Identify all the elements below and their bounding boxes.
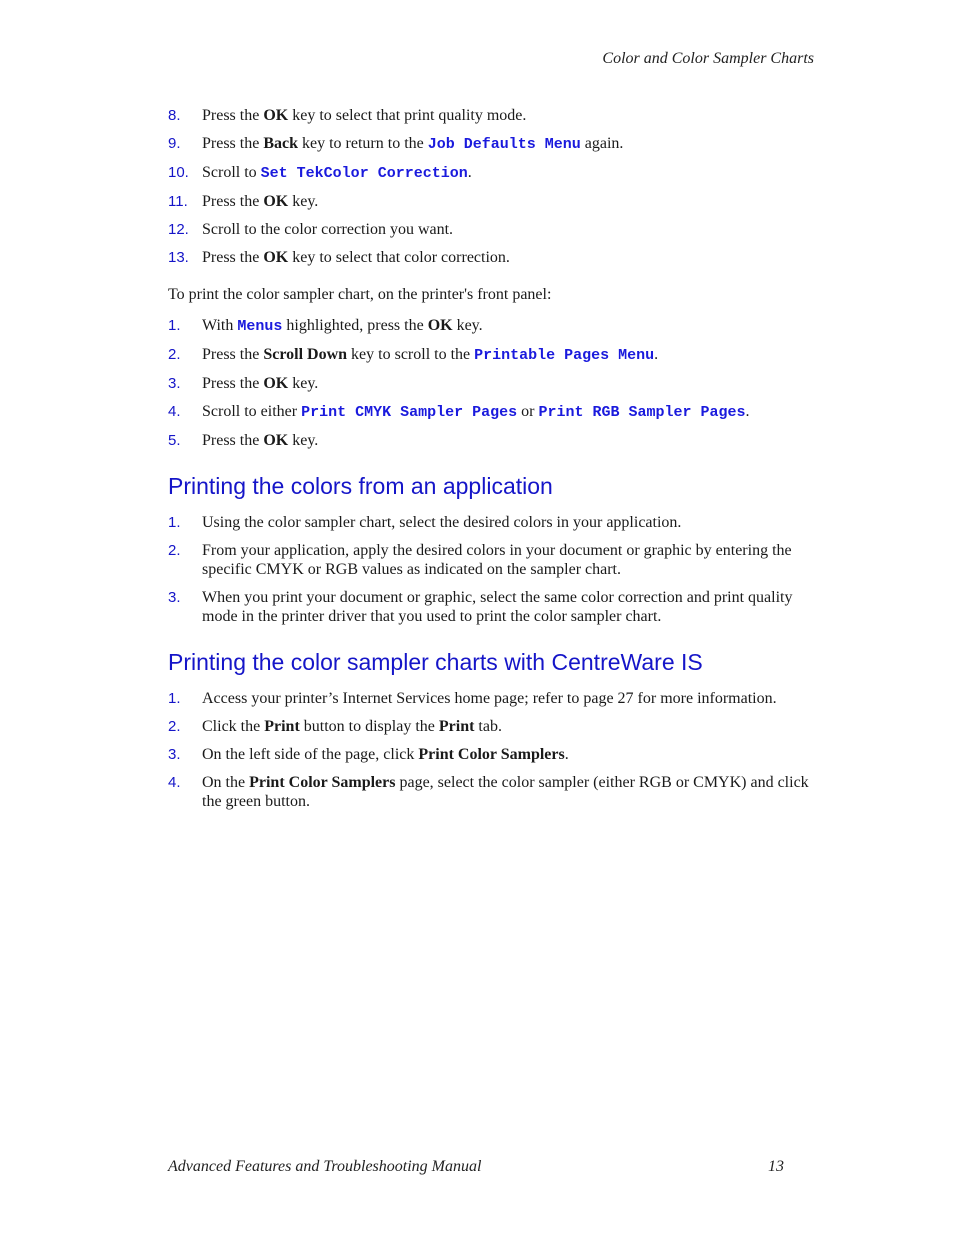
text-fragment: Scroll to xyxy=(202,164,261,181)
step-text xyxy=(202,588,816,626)
list-item xyxy=(168,316,816,336)
step-number: 8. xyxy=(168,107,181,124)
step-text xyxy=(202,192,816,211)
step-number: 2. xyxy=(168,346,181,363)
text-fragment: key to return to the xyxy=(298,135,428,152)
step-text xyxy=(202,163,816,183)
step-text xyxy=(202,345,816,365)
text-fragment: key. xyxy=(452,317,483,334)
list-item xyxy=(168,106,816,125)
text-fragment: key. xyxy=(288,375,319,392)
list-item xyxy=(168,192,816,211)
step-text xyxy=(202,248,816,267)
text-fragment: again. xyxy=(580,135,624,152)
step-text xyxy=(202,316,816,336)
text-fragment: . xyxy=(467,164,472,181)
list-item xyxy=(168,745,816,764)
text-fragment: . xyxy=(654,346,659,363)
step-number: 9. xyxy=(168,135,181,152)
bold-term: Print xyxy=(264,718,300,735)
text-fragment: key to select that color correction. xyxy=(288,249,510,266)
step-text xyxy=(202,513,816,532)
list-item xyxy=(168,220,816,239)
text-fragment: From your application, apply the desired colors in your document or graphic by entering the specific CMYK or RGB values as indicated on the sampler chart. xyxy=(202,542,792,578)
step-text xyxy=(202,745,816,764)
menu-name: Set TekColor Correction xyxy=(260,165,468,182)
step-text xyxy=(202,134,816,154)
step-text xyxy=(202,402,816,422)
bold-term: Scroll Down xyxy=(263,346,348,363)
text-fragment: Scroll to the color correction you want. xyxy=(202,221,454,238)
list-item xyxy=(168,134,816,154)
step-number: 1. xyxy=(168,317,181,334)
step-number: 11. xyxy=(168,193,188,210)
step-number: 3. xyxy=(168,746,181,763)
step-text xyxy=(202,773,816,811)
text-fragment: key to select that print quality mode. xyxy=(288,107,527,124)
steps-list-application xyxy=(168,513,816,626)
text-fragment: Access your printer’s Internet Services home page; refer to page 27 for more information. xyxy=(202,690,777,707)
steps-list-quality xyxy=(168,106,816,267)
text-fragment: Click the xyxy=(202,718,265,735)
step-text xyxy=(202,689,816,708)
list-item xyxy=(168,163,816,183)
text-fragment: On the left side of the page, click xyxy=(202,746,419,763)
list-item xyxy=(168,374,816,393)
bold-term: Print Color Samplers xyxy=(418,746,565,763)
steps-list-centreware xyxy=(168,689,816,811)
page-number: 13 xyxy=(768,1158,784,1175)
step-number: 10. xyxy=(168,164,189,181)
step-text xyxy=(202,541,816,579)
step-text xyxy=(202,220,816,239)
running-header: Color and Color Sampler Charts xyxy=(602,50,814,67)
bold-term: OK xyxy=(263,375,289,392)
step-text xyxy=(202,717,816,736)
section-heading-application: Printing the colors from an application xyxy=(168,473,553,499)
text-fragment: . xyxy=(564,746,569,763)
list-item xyxy=(168,248,816,267)
list-item xyxy=(168,402,816,422)
list-item xyxy=(168,588,816,626)
bold-term: Print Color Samplers xyxy=(249,774,396,791)
menu-name: Print CMYK Sampler Pages xyxy=(301,404,518,421)
text-fragment: key. xyxy=(288,193,319,210)
step-number: 1. xyxy=(168,514,181,531)
step-text xyxy=(202,431,816,450)
page-content xyxy=(168,106,816,820)
text-fragment: highlighted, press the xyxy=(282,317,428,334)
list-item xyxy=(168,717,816,736)
bold-term: OK xyxy=(263,432,289,449)
text-fragment: Press the xyxy=(202,249,264,266)
text-fragment: Press the xyxy=(202,346,264,363)
text-fragment: Press the xyxy=(202,432,264,449)
text-fragment: or xyxy=(517,403,539,420)
list-item xyxy=(168,345,816,365)
text-fragment: With xyxy=(202,317,238,334)
list-item xyxy=(168,513,816,532)
menu-name: Job Defaults Menu xyxy=(427,136,581,153)
text-fragment: Press the xyxy=(202,135,264,152)
list-item xyxy=(168,541,816,579)
step-number: 1. xyxy=(168,690,181,707)
steps-list-front-panel xyxy=(168,316,816,450)
list-item xyxy=(168,431,816,450)
step-number: 3. xyxy=(168,375,181,392)
text-fragment: key to scroll to the xyxy=(347,346,475,363)
menu-name: Menus xyxy=(237,318,283,335)
text-fragment: button to display the xyxy=(299,718,439,735)
step-number: 4. xyxy=(168,403,181,420)
text-fragment: key. xyxy=(288,432,319,449)
text-fragment: page, select the color sampler (either RGB or CMYK) and click the green button. xyxy=(202,774,809,810)
menu-name: Print RGB Sampler Pages xyxy=(538,404,746,421)
text-fragment: Scroll to either xyxy=(202,403,302,420)
step-number: 12. xyxy=(168,221,189,238)
text-fragment: Press the xyxy=(202,193,264,210)
step-number: 4. xyxy=(168,774,181,791)
step-number: 2. xyxy=(168,542,181,559)
footer-manual-title: Advanced Features and Troubleshooting Manual xyxy=(168,1158,482,1175)
step-number: 3. xyxy=(168,589,181,606)
text-fragment: . xyxy=(745,403,750,420)
bold-term: Back xyxy=(263,135,298,152)
text-fragment: On the xyxy=(202,774,250,791)
step-number: 2. xyxy=(168,718,181,735)
text-fragment: Using the color sampler chart, select the desired colors in your application. xyxy=(202,514,682,531)
front-panel-intro: To print the color sampler chart, on the printer's front panel: xyxy=(168,286,552,303)
bold-term: OK xyxy=(263,107,289,124)
text-fragment: Press the xyxy=(202,107,264,124)
bold-term: Print xyxy=(438,718,475,735)
bold-term: OK xyxy=(263,249,289,266)
step-number: 13. xyxy=(168,249,189,266)
bold-term: OK xyxy=(427,317,453,334)
bold-term: OK xyxy=(263,193,289,210)
list-item xyxy=(168,773,816,811)
step-text xyxy=(202,374,816,393)
step-number: 5. xyxy=(168,432,181,449)
menu-name: Printable Pages Menu xyxy=(474,347,655,364)
text-fragment: Press the xyxy=(202,375,264,392)
text-fragment: When you print your document or graphic, select the same color correction and print quality mode in the printer driver that you used to print the color sampler chart. xyxy=(202,589,793,625)
step-text xyxy=(202,106,816,125)
section-heading-centreware: Printing the color sampler charts with CentreWare IS xyxy=(168,649,703,675)
text-fragment: tab. xyxy=(474,718,502,735)
list-item xyxy=(168,689,816,708)
